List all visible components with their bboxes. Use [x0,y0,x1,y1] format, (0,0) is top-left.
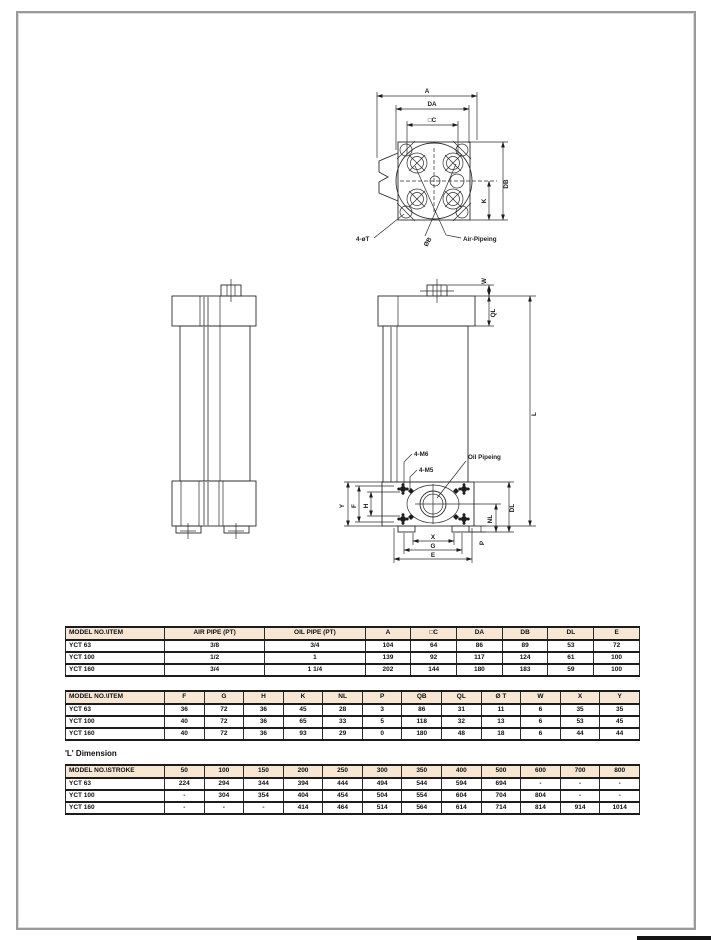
column-header: 800 [600,765,640,778]
port-boss-left [176,526,201,533]
footer-corner-mark [637,936,711,940]
bottom-cap [172,481,256,526]
table-row [66,778,640,790]
value-cell: 45 [283,704,323,716]
value-cell: 814 [521,802,561,814]
column-header: K [283,691,323,704]
value-cell: 48 [442,728,482,740]
value-cell: 6 [521,728,561,740]
value-cell: 3/4 [164,664,264,676]
dim-label-k: K [481,198,488,204]
l-dimension-table [65,764,640,815]
flange-left-tab [379,153,398,201]
side-view [172,279,256,539]
top-cap-front [378,296,475,326]
value-cell: 104 [365,640,411,652]
dim-label-x: X [430,534,436,541]
value-cell: 72 [204,716,244,728]
value-cell: 5 [362,716,402,728]
value-cell: 183 [502,664,548,676]
value-cell: 139 [365,652,411,664]
value-cell: 3/8 [164,640,264,652]
column-header: F [164,691,204,704]
column-header: 200 [283,765,323,778]
dim-label-g: G [430,543,436,550]
value-cell: 564 [402,802,442,814]
model-name: YCT 160 [66,802,165,814]
value-cell: - [600,790,640,802]
value-cell: 804 [521,790,561,802]
column-header: NL [323,691,363,704]
value-cell: 28 [323,704,363,716]
value-cell: 454 [323,790,363,802]
column-header: 350 [402,765,442,778]
value-cell: 64 [411,640,457,652]
value-cell: 144 [411,664,457,676]
dim-label-dl: DL [509,503,516,513]
table-row [66,716,640,728]
value-cell: - [204,802,244,814]
value-cell: 53 [548,640,594,652]
value-cell: 444 [323,778,363,790]
table-row [66,640,640,652]
column-header: DA [457,627,503,640]
column-header: X [560,691,600,704]
column-header: W [521,691,561,704]
value-cell: 3 [362,704,402,716]
leader-label-m5: 4-M5 [419,467,434,474]
value-cell: 514 [362,802,402,814]
value-cell: 914 [560,802,600,814]
value-cell: 36 [164,704,204,716]
dim-label-h: H [363,503,370,509]
value-cell: 404 [283,790,323,802]
model-name: YCT 63 [66,704,165,716]
value-cell: 494 [362,778,402,790]
column-header: DL [548,627,594,640]
foot-tab-right [452,526,469,532]
value-cell: - [244,802,284,814]
value-cell: 544 [402,778,442,790]
value-cell: 1/2 [164,652,264,664]
value-cell: 13 [481,716,521,728]
column-header: Ø T [481,691,521,704]
header-row [66,691,640,704]
leader-label-holes: 4-øT [356,236,370,243]
table-row [66,704,640,716]
value-cell: 35 [600,704,640,716]
dim-label-da: DA [427,101,437,108]
value-cell: - [164,790,204,802]
leader-label-air: Air-Pipeing [463,236,497,243]
value-cell: 1 [265,652,365,664]
column-header: 600 [521,765,561,778]
value-cell: 72 [204,728,244,740]
value-cell: 29 [323,728,363,740]
value-cell: 59 [548,664,594,676]
column-header: 100 [204,765,244,778]
dim-label-y: Y [339,503,346,509]
front-view [339,278,538,563]
table-row [66,802,640,814]
header-row [66,765,640,778]
model-name: YCT 100 [66,716,165,728]
model-name: YCT 63 [66,640,165,652]
value-cell: 464 [323,802,363,814]
dim-label-nl: NL [487,514,494,524]
column-header: P [362,691,402,704]
value-cell: 504 [362,790,402,802]
dim-label-p: P [479,540,486,546]
value-cell: - [164,802,204,814]
value-cell: 180 [402,728,442,740]
table-row [66,728,640,740]
value-cell: 36 [244,704,284,716]
dim-label-a: A [424,88,430,95]
value-cell: 40 [164,716,204,728]
value-cell: 36 [244,716,284,728]
l-dimension-title: 'L' Dimension [65,749,117,758]
table-row [66,652,640,664]
value-cell: 3/4 [265,640,365,652]
column-header: Y [600,691,640,704]
value-cell: - [560,778,600,790]
pipe-dimension-table [65,626,640,677]
column-header: A [365,627,411,640]
column-header: MODEL NO.\STROKE [66,765,165,778]
foot-tab-left [398,526,415,532]
leader-label-ob: ØB [422,236,434,248]
column-header: 500 [481,765,521,778]
column-header: 250 [323,765,363,778]
value-cell: 65 [283,716,323,728]
value-cell: 354 [244,790,284,802]
dim-label-c: □C [427,117,437,124]
column-header: 150 [244,765,284,778]
header-row [66,627,640,640]
model-name: YCT 160 [66,664,165,676]
value-cell: 294 [204,778,244,790]
value-cell: 304 [204,790,244,802]
value-cell: 0 [362,728,402,740]
value-cell: 704 [481,790,521,802]
dim-label-e: E [430,552,436,559]
value-cell: 6 [521,716,561,728]
cylinder-tube [180,326,250,481]
column-header: E [594,627,640,640]
port-boss-right [224,526,249,533]
value-cell: 35 [560,704,600,716]
value-cell: 117 [457,652,503,664]
leader-label-m6: 4-M6 [414,451,429,458]
value-cell: 180 [457,664,503,676]
value-cell: 31 [442,704,482,716]
column-header: 400 [442,765,482,778]
model-name: YCT 100 [66,790,165,802]
column-header: DB [502,627,548,640]
value-cell: 45 [600,716,640,728]
value-cell: 32 [442,716,482,728]
column-header: AIR PIPE (PT) [164,627,264,640]
top-view [356,88,510,248]
top-cap [172,296,256,326]
column-header: OIL PIPE (PT) [265,627,365,640]
value-cell: 40 [164,728,204,740]
value-cell: 86 [402,704,442,716]
value-cell: 92 [411,652,457,664]
value-cell: 61 [548,652,594,664]
column-header: QL [442,691,482,704]
value-cell: 344 [244,778,284,790]
dim-label-w: W [481,278,488,284]
model-name: YCT 100 [66,652,165,664]
value-cell: 18 [481,728,521,740]
value-cell: 714 [481,802,521,814]
dim-label-f: F [351,504,358,508]
detail-dimension-table [65,690,640,741]
column-header: MODEL NO.\ITEM [66,691,165,704]
value-cell: 554 [402,790,442,802]
value-cell: 694 [481,778,521,790]
value-cell: 614 [442,802,482,814]
value-cell: - [560,790,600,802]
column-header: 700 [560,765,600,778]
column-header: 300 [362,765,402,778]
value-cell: 36 [244,728,284,740]
model-name: YCT 63 [66,778,165,790]
value-cell: - [600,778,640,790]
cylinder-tube-front [383,326,468,482]
value-cell: 93 [283,728,323,740]
value-cell: 394 [283,778,323,790]
column-header: H [244,691,284,704]
value-cell: 202 [365,664,411,676]
table-row [66,790,640,802]
value-cell: 33 [323,716,363,728]
value-cell: 1 1/4 [265,664,365,676]
column-header: G [204,691,244,704]
value-cell: 6 [521,704,561,716]
dim-label-l: L [531,412,538,416]
leader-label-oil: Oil Pipeing [468,454,501,461]
value-cell: 604 [442,790,482,802]
value-cell: 72 [594,640,640,652]
column-header: 50 [164,765,204,778]
table-row [66,664,640,676]
value-cell: 44 [600,728,640,740]
dim-label-ql: QL [490,308,497,318]
model-name: YCT 160 [66,728,165,740]
value-cell: 118 [402,716,442,728]
value-cell: 44 [560,728,600,740]
dim-label-db: DB [503,179,510,189]
value-cell: 124 [502,652,548,664]
value-cell: 11 [481,704,521,716]
column-header: □C [411,627,457,640]
value-cell: 594 [442,778,482,790]
column-header: QB [402,691,442,704]
value-cell: - [521,778,561,790]
value-cell: 72 [204,704,244,716]
value-cell: 414 [283,802,323,814]
value-cell: 224 [164,778,204,790]
value-cell: 100 [594,664,640,676]
value-cell: 100 [594,652,640,664]
value-cell: 86 [457,640,503,652]
value-cell: 53 [560,716,600,728]
column-header: MODEL NO.\ITEM [66,627,165,640]
value-cell: 89 [502,640,548,652]
value-cell: 1014 [600,802,640,814]
